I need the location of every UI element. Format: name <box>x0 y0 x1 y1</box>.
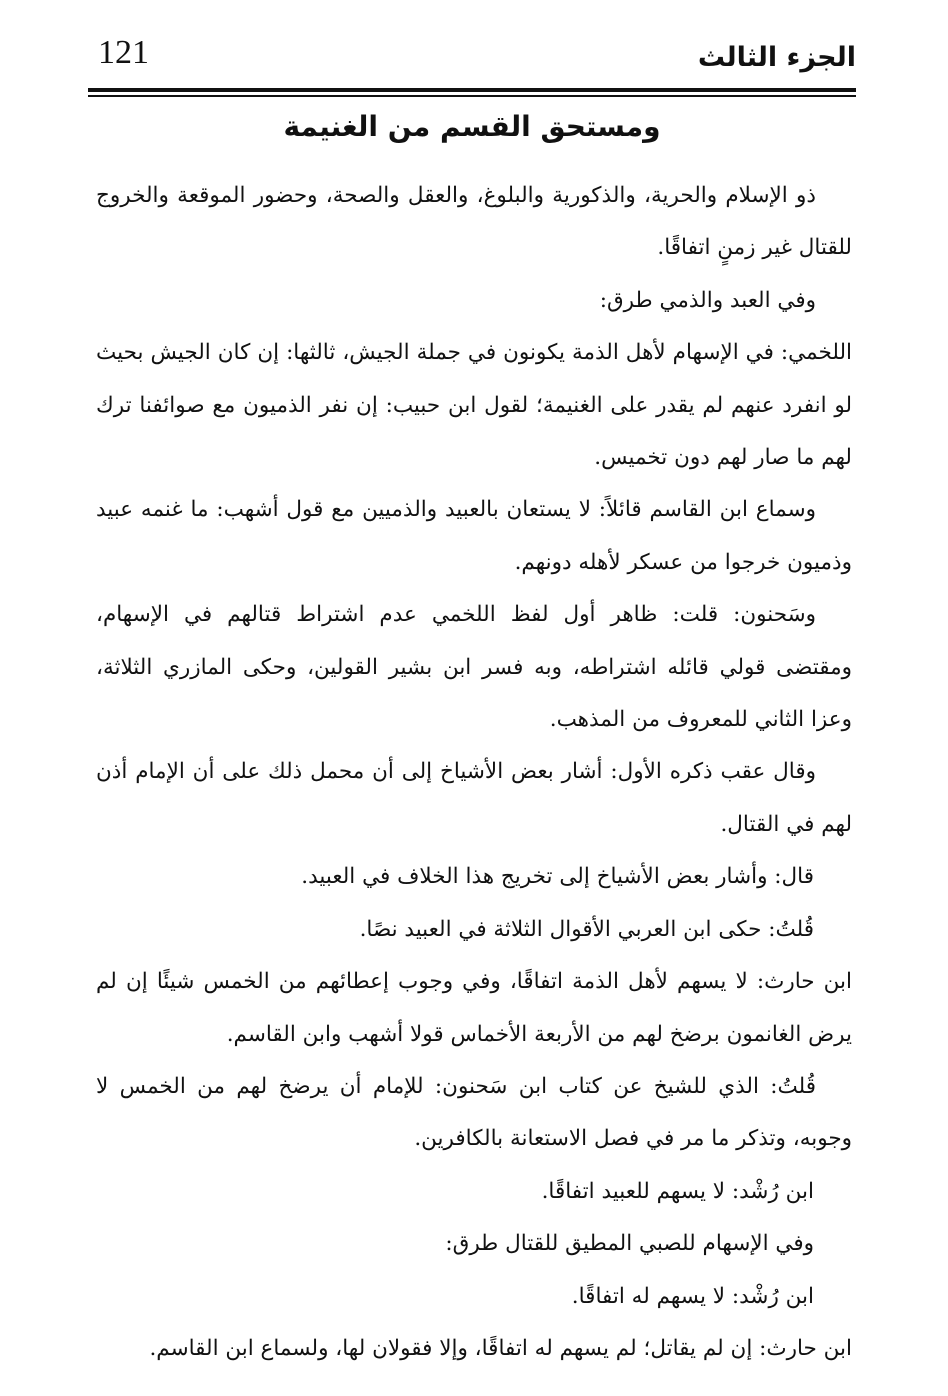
paragraph: ابن حارث: لا يسهم لأهل الذمة اتفاقًا، وفي وجوب إعطائهم من الخمس شيئًا إن لم يرض الغانمون برضخ لهم من الأربعة الأخماس قولا أشهب وابن القاسم. <box>96 969 852 1047</box>
section-title: ومستحق القسم من الغنيمة <box>283 110 661 143</box>
header-rule-thick <box>88 88 856 92</box>
paragraph: ابن حارث: إن لم يقاتل؛ لم يسهم له اتفاقًا، وإلا فقولان لها، ولسماع ابن القاسم. <box>149 1335 852 1361</box>
paragraph: اللخمي: في الإسهام لأهل الذمة يكونون في جملة الجيش، ثالثها: إن كان الجيش بحيث لو انفرد عنهم لم يقدر على الغنيمة؛ لقول ابن حبيب: إن نفر الذميون مع صوائفنا ترك لهم ما صار لهم دون تخميس. <box>96 340 852 471</box>
paragraph: ابن رُشْد: لا يسهم للعبيد اتفاقًا. <box>541 1178 814 1204</box>
page-header <box>88 28 856 90</box>
paragraph: قال: وأشار بعض الأشياخ إلى تخريج هذا الخلاف في العبيد. <box>301 864 814 890</box>
paragraph: ذو الإسلام والحرية، والذكورية والبلوغ، والعقل والصحة، وحضور الموقعة والخروج للقتال غير زمنٍ اتفاقًا. <box>96 183 852 261</box>
paragraph: ابن رُشْد: لا يسهم له اتفاقًا. <box>571 1283 814 1309</box>
paragraph: وفي الإسهام للصبي المطيق للقتال طرق: <box>445 1231 814 1257</box>
paragraph: قُلتُ: حكى ابن العربي الأقوال الثلاثة في العبيد نصًا. <box>359 916 814 942</box>
paragraph: وفي العبد والذمي طرق: <box>599 287 816 313</box>
running-title: الجزء الثالث <box>697 42 856 73</box>
paragraph: وسماع ابن القاسم قائلاً: لا يستعان بالعبيد والذميين مع قول أشهب: ما غنمه عبيد وذميون خرجوا من عسكر لأهله دونهم. <box>96 497 852 575</box>
paragraph: وقال عقب ذكره الأول: أشار بعض الأشياخ إلى أن محمل ذلك على أن الإمام أذن لهم في القتال. <box>96 759 852 837</box>
page-number: 121 <box>98 34 149 71</box>
header-rule-thin <box>88 95 856 97</box>
paragraph: قُلتُ: الذي للشيخ عن كتاب ابن سَحنون: للإمام أن يرضخ لهم من الخمس لا وجوبه، وتذكر ما مر في فصل الاستعانة بالكافرين. <box>96 1073 852 1152</box>
body-text <box>96 170 852 1375</box>
paragraph: وسَحنون: قلت: ظاهر أول لفظ اللخمي عدم اشتراط قتالهم في الإسهام، ومقتضى قولي قائله اشتراطه، وبه فسر ابن بشير القولين، وحكى المازري الثلاثة، وعزا الثاني للمعروف من المذهب. <box>96 602 852 733</box>
